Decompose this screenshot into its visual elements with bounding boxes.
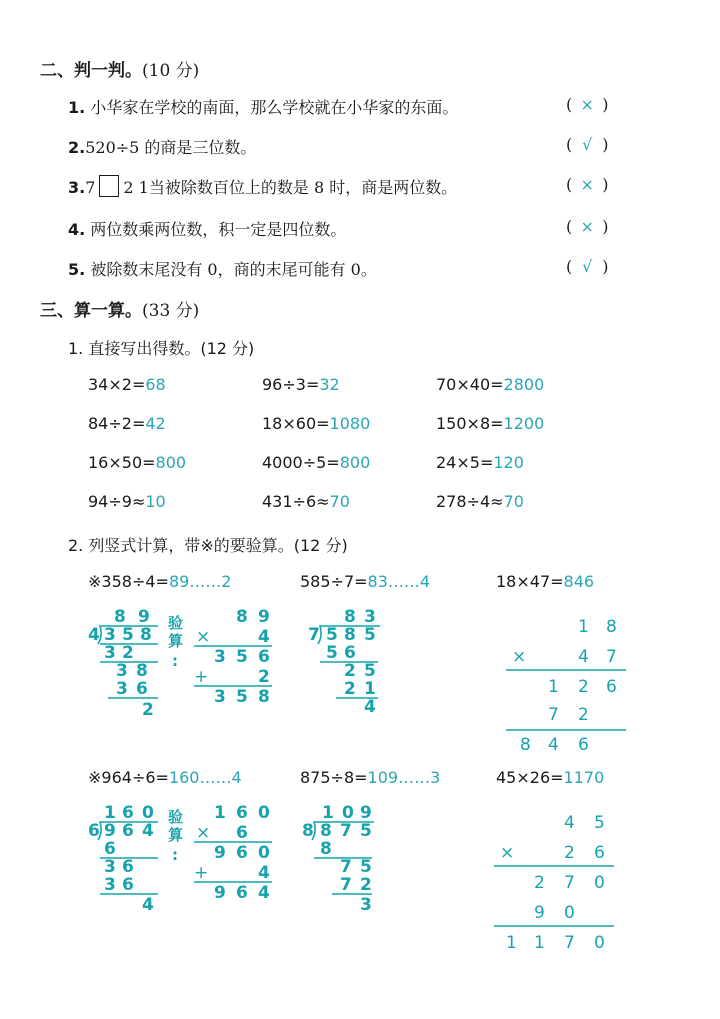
svg-text:×: × [512,647,527,667]
svg-text:8: 8 [236,607,248,627]
svg-text:6: 6 [236,883,248,903]
svg-text:8: 8 [344,607,356,627]
svg-text:3: 3 [214,687,226,707]
oral-answer: 1080 [329,414,371,433]
svg-text:2: 2 [360,875,372,895]
svg-text:9: 9 [104,821,116,841]
svg-text:2: 2 [122,643,134,663]
oral-question: 150×8= [436,414,504,433]
oral-answer: 10 [145,492,166,511]
paren-open: ( [566,175,573,194]
svg-text:8: 8 [520,735,531,755]
svg-text:6: 6 [236,843,248,863]
problem-answer: 846 [563,572,595,591]
section-3-points: (33 分) [142,301,200,321]
svg-text:4: 4 [258,863,270,883]
part-1-title: 1. 直接写出得数。(12 分) [68,339,255,358]
oral-answer: 800 [155,453,187,472]
oral-answer: 1200 [503,414,545,433]
svg-text:5: 5 [236,687,248,707]
svg-text:4: 4 [142,895,154,915]
svg-text:8: 8 [320,839,332,859]
check-work-2 [194,803,270,903]
svg-text:3: 3 [116,661,128,681]
long-division-358-by-4 [88,607,154,720]
svg-text:7: 7 [340,857,352,877]
paren-close: ) [602,175,609,194]
item-text: 2 1当被除数百位上的数是 8 时，商是两位数。 [123,178,458,197]
problem-question: ※964÷6= [88,768,169,787]
svg-text:0: 0 [342,803,354,823]
svg-text:6: 6 [606,677,617,697]
item-text: 小华家在学校的南面，那么学校就在小华家的东面。 [90,98,459,117]
svg-text:1: 1 [534,933,545,953]
svg-text:2: 2 [578,677,589,697]
svg-text:6: 6 [122,875,134,895]
oral-question: 70×40= [436,375,504,394]
section-2-title: 二、判一判。 [40,61,142,81]
oral-question: 278÷4≈ [436,492,504,511]
oral-question: 16×50= [88,453,156,472]
svg-text:6: 6 [344,643,356,663]
divisor-text: 7 [85,178,96,197]
oral-answer: 70 [329,492,350,511]
svg-text:8: 8 [606,617,617,637]
oral-answer: 70 [503,492,524,511]
svg-text:7: 7 [606,647,617,667]
item-text: 两位数乘两位数，积一定是四位数。 [90,220,347,239]
paren-open: ( [566,257,573,276]
svg-text:6: 6 [578,735,589,755]
paren-close: ) [602,135,609,154]
oral-answer: 800 [339,453,371,472]
svg-text:验: 验 [168,808,184,826]
svg-text:6: 6 [104,839,116,859]
svg-text:+: + [194,667,209,687]
long-division-875-by-8 [302,803,372,915]
problem-question: 585÷7= [300,572,368,591]
svg-text:5: 5 [326,643,338,663]
item-text: 被除数末尾没有 0，商的末尾可能有 0。 [90,260,377,279]
svg-text:8: 8 [136,661,148,681]
svg-text:8: 8 [320,821,332,841]
svg-text:4: 4 [258,627,270,647]
svg-text:6: 6 [136,679,148,699]
svg-text:4: 4 [258,883,270,903]
oral-answer: 32 [319,375,340,394]
svg-text:+: + [194,863,209,883]
svg-text:6: 6 [236,803,248,823]
svg-text:6: 6 [122,857,134,877]
oral-question: 431÷6≈ [262,492,330,511]
problem-question: ※358÷4= [88,572,169,591]
svg-text:4: 4 [548,735,559,755]
check-label-2 [168,808,183,864]
svg-text:3: 3 [104,857,116,877]
svg-text:9: 9 [138,607,150,627]
check-work-1 [194,607,270,707]
svg-text:1: 1 [214,803,226,823]
svg-text:2: 2 [142,700,154,720]
svg-text:2: 2 [344,661,356,681]
svg-text:9: 9 [258,607,270,627]
svg-text:4: 4 [364,697,376,717]
svg-text:8: 8 [344,625,356,645]
part-2-title: 2. 列竖式计算，带※的要验算。(12 分) [68,536,348,555]
oral-question: 24×5= [436,453,494,472]
svg-text:5: 5 [364,625,376,645]
problem-question: 875÷8= [300,768,368,787]
svg-text:9: 9 [214,883,226,903]
svg-text:5: 5 [236,647,248,667]
svg-text:7: 7 [564,933,575,953]
svg-text:3: 3 [364,607,376,627]
svg-text:1: 1 [364,679,376,699]
item-text: 520÷5 的商是三位数。 [85,138,257,157]
oral-answer: 2800 [503,375,545,394]
svg-text:0: 0 [564,903,575,923]
problem-answer: 109……3 [367,768,441,787]
svg-text:5: 5 [594,813,605,833]
oral-question: 94÷9≈ [88,492,146,511]
svg-text:6: 6 [88,821,100,841]
paren-close: ) [602,217,609,236]
svg-text:4: 4 [142,821,154,841]
paren-close: ) [602,95,609,114]
svg-text:验: 验 [168,614,184,632]
svg-text:1: 1 [548,677,559,697]
svg-text:5: 5 [122,625,134,645]
svg-text:2: 2 [534,873,545,893]
item-number: 2. [68,138,86,157]
oral-question: 4000÷5= [262,453,340,472]
item-number: 4. [68,220,86,239]
svg-text:0: 0 [258,803,270,823]
svg-text:0: 0 [594,933,605,953]
svg-text:2: 2 [344,679,356,699]
svg-text:5: 5 [360,857,372,877]
check-label-1 [168,614,183,670]
svg-text:5: 5 [360,821,372,841]
svg-text:算: 算 [168,632,184,650]
svg-text:1: 1 [104,803,116,823]
svg-text:7: 7 [340,821,352,841]
svg-text:3: 3 [104,625,116,645]
svg-text:0: 0 [142,803,154,823]
svg-text:×: × [196,823,211,843]
multiplication-18-by-47 [512,617,617,755]
svg-text:0: 0 [258,843,270,863]
oral-answer: 68 [145,375,166,394]
svg-text:3: 3 [104,875,116,895]
item-number: 1. [68,98,86,117]
svg-text:7: 7 [548,705,559,725]
svg-text:6: 6 [236,823,248,843]
multiplication-45-by-26 [500,813,605,953]
item-number: 3. [68,178,86,197]
problem-answer: 89……2 [168,572,232,591]
problem-question: 18×47= [496,572,564,591]
long-division-964-by-6 [88,803,154,915]
svg-text:7: 7 [308,625,320,645]
svg-text:0: 0 [594,873,605,893]
svg-text:8: 8 [302,821,314,841]
oral-question: 84÷2= [88,414,146,433]
answer-mark: √ [582,257,593,276]
svg-text:6: 6 [122,821,134,841]
svg-text:算: 算 [168,826,184,844]
svg-text:8: 8 [140,625,152,645]
svg-text:9: 9 [360,803,372,823]
section-2-points: (10 分) [142,61,200,81]
svg-text:4: 4 [578,647,589,667]
svg-text:7: 7 [564,873,575,893]
svg-text:1: 1 [506,933,517,953]
svg-text:9: 9 [534,903,545,923]
svg-text:6: 6 [258,647,270,667]
svg-text:3: 3 [360,895,372,915]
svg-text:4: 4 [88,625,100,645]
svg-text::: : [172,846,178,864]
svg-text:3: 3 [104,643,116,663]
item-number: 5. [68,260,86,279]
problem-question: 45×26= [496,768,564,787]
oral-answer: 120 [493,453,524,472]
svg-text:3: 3 [116,679,128,699]
oral-question: 96÷3= [262,375,320,394]
svg-text:8: 8 [114,607,126,627]
oral-question: 18×60= [262,414,330,433]
svg-text:9: 9 [214,843,226,863]
svg-text:6: 6 [122,803,134,823]
answer-mark: × [580,175,594,194]
paren-close: ) [602,257,609,276]
svg-text:7: 7 [340,875,352,895]
svg-text:2: 2 [258,667,270,687]
oral-question: 34×2= [88,375,146,394]
paren-open: ( [566,217,573,236]
svg-text:2: 2 [578,705,589,725]
problem-answer: 160……4 [168,768,242,787]
svg-text:×: × [500,843,515,863]
svg-text:3: 3 [214,647,226,667]
svg-text:5: 5 [364,661,376,681]
svg-text:6: 6 [594,843,605,863]
svg-text:5: 5 [326,625,338,645]
answer-mark: × [580,217,594,236]
oral-answer: 42 [145,414,166,433]
svg-text:×: × [196,627,211,647]
answer-mark: × [580,95,594,114]
svg-text:8: 8 [258,687,270,707]
section-3-title: 三、算一算。 [40,301,142,321]
svg-text::: : [172,652,178,670]
svg-text:1: 1 [322,803,334,823]
paren-open: ( [566,95,573,114]
svg-text:1: 1 [578,617,589,637]
problem-answer: 1170 [563,768,605,787]
problem-answer: 83……4 [367,572,431,591]
svg-text:2: 2 [564,843,575,863]
paren-open: ( [566,135,573,154]
answer-mark: √ [582,135,593,154]
svg-text:4: 4 [564,813,575,833]
